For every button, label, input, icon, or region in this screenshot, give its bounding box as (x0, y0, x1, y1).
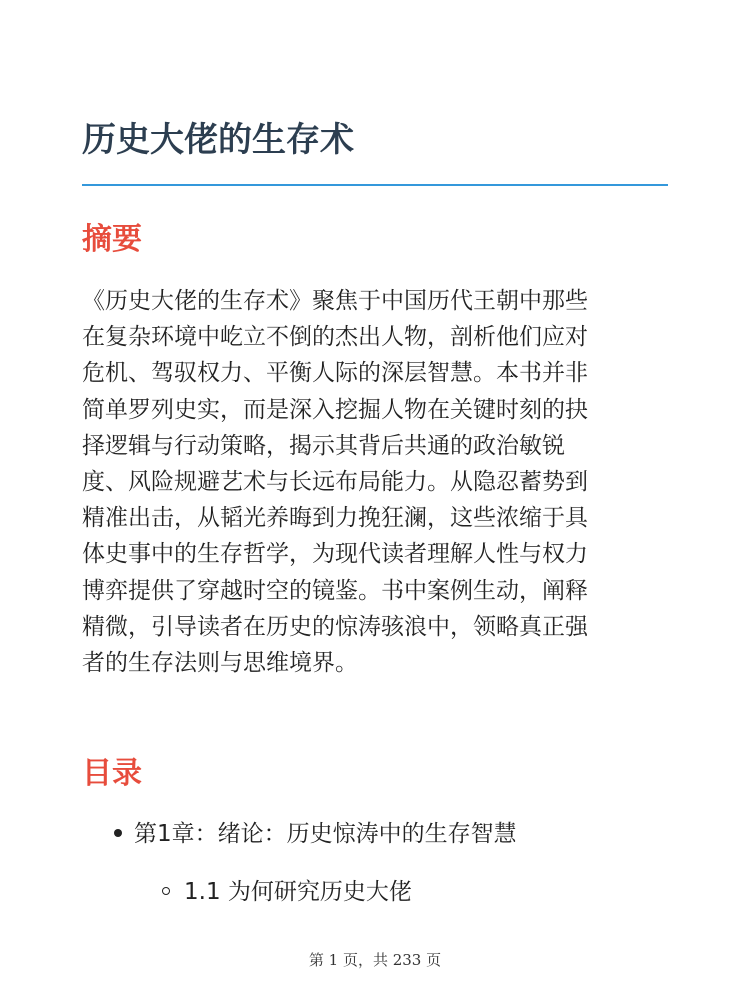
abstract-line: 《历史大佬的生存术》聚焦于中国历代王朝中那些 (82, 288, 588, 314)
abstract-line: 度、风险规避艺术与长远布局能力。从隐忍蓄势到 (82, 469, 588, 496)
toc-heading: 目录 (82, 756, 142, 791)
toc-item-chapter-1[interactable] (114, 814, 517, 854)
page-number-footer: 第 1 页，共 233 页 (308, 951, 442, 969)
abstract-heading: 摘要 (82, 222, 142, 257)
toc-item-label: 第1章：绪论：历史惊涛中的生存智慧 (134, 821, 517, 847)
abstract-paragraph (82, 283, 674, 681)
abstract-line: 择逻辑与行动策略，揭示其背后共通的政治敏锐 (82, 432, 565, 459)
abstract-line: 在复杂环境中屹立不倒的杰出人物，剖析他们应对 (82, 324, 588, 351)
abstract-line: 体史事中的生存哲学，为现代读者理解人性与权力 (82, 541, 588, 568)
toc-item-label: 1.1 为何研究历史大佬 (184, 879, 412, 905)
abstract-line: 精准出击，从韬光养晦到力挽狂澜，这些浓缩于具 (82, 505, 588, 532)
abstract-line: 博弈提供了穿越时空的镜鉴。书中案例生动，阐释 (82, 577, 588, 604)
abstract-line: 精微，引导读者在历史的惊涛骇浪中，领略真正强 (82, 613, 588, 640)
toc-item-section-1-1[interactable] (162, 872, 412, 912)
abstract-line: 危机、驾驭权力、平衡人际的深层智慧。本书并非 (82, 360, 588, 387)
abstract-line: 简单罗列史实，而是深入挖掘人物在关键时刻的抉 (82, 396, 588, 423)
bullet-disc-icon (114, 829, 122, 837)
abstract-line: 者的生存法则与思维境界。 (82, 650, 358, 677)
document-title: 历史大佬的生存术 (82, 120, 354, 160)
title-divider (82, 184, 668, 186)
bullet-circle-icon (162, 887, 170, 895)
